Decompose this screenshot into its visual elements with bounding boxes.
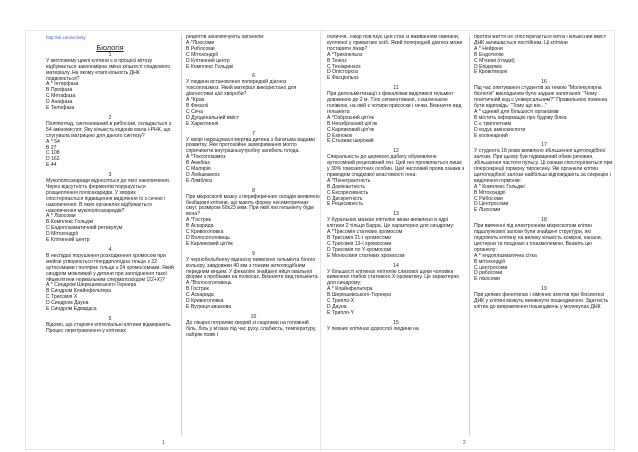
answer-option: В Амебіаз (186, 160, 210, 167)
answer-option: В Шерешевського-Тернера (327, 292, 391, 299)
answer-option: А * Інтерфаза (46, 81, 79, 88)
question-block (46, 116, 174, 169)
answer-option: А * Нейрони (474, 45, 503, 52)
question-block (46, 53, 174, 112)
answer-option: Е Синдром Едвардса (46, 306, 97, 313)
answer-option: D Центросоми (474, 201, 509, 208)
question-text: Під час опитування студентів за темою "Молекулярна біологія" викладачем було задане запитання: "Чому генетичний код є універсальним?" Правильною повинна бути відповідь: "Тому що він..." (474, 85, 608, 109)
page-2-right-column (469, 35, 614, 435)
answer-option: А *Трисомія статевих хромосом (327, 229, 403, 236)
answer-option: В Трисомія 21-ї хромосоми (327, 235, 392, 241)
answer-option: D Дауна (327, 303, 347, 310)
question-text: У буральних мазках епітелію жінки виявлено в ядрі клітини 2 тільця Барра. Це характерно для синдрому: (327, 217, 455, 230)
question-number: 1 (108, 51, 112, 58)
question-number: 16 (541, 79, 547, 86)
answer-option: С Аскарида (186, 292, 214, 299)
answer-option: Е Фасціольоз (327, 75, 359, 82)
answer-option: D Опісторхоз (327, 69, 358, 76)
answer-option: С Теніаринхоз (327, 63, 361, 70)
answer-option: Е Комплекс Гольджі (186, 63, 234, 70)
question-block (186, 189, 321, 248)
answer-option: D Мітохондрії (46, 231, 79, 238)
question-number: 11 (393, 85, 399, 92)
page-number: 1 (162, 440, 165, 446)
question-text: При мікроскопії мазку з периферичних складів виявлено безбарвні клітини, що мають форму несиметричних смуг, розміром 60х23 мкм. При якій лікі гельмінту буде вона? (186, 193, 320, 218)
answer-option: В містить інформацію про будову білка (474, 114, 567, 121)
question-number: 13 (393, 211, 399, 218)
question-number: 15 (393, 319, 399, 326)
question-number: 12 (393, 148, 399, 155)
question-block (46, 173, 174, 244)
question-number: 2 (108, 114, 112, 121)
answer-option: С центросоми (474, 264, 508, 271)
answer-option: А *Гострик (186, 217, 211, 224)
answer-option: Е Кровотворні (474, 69, 508, 76)
question-number: 14 (393, 262, 399, 269)
answer-option: В Гострик (186, 286, 209, 293)
answer-option: D Клітинний центр (186, 57, 230, 64)
question-number: 8 (252, 187, 255, 194)
question-text: Мукополісахариди відносяться до якої накопичення. Через відсутність ферментів порушується розщеплення полісахаридів. У хворих спостерігається підвищення виділення їх з сечею і накопичення. В яких органелах відбувається накопичення мукополісахаридів? (46, 178, 171, 214)
question-text: При вивченні під електронним мікроскопом клітин підшлункової залози були знайдені структури, які поділяють клітину на велику кількість комірок, канали, цистерни та поєднані з плазмолемою. Вкажіть цю органелу: (474, 223, 603, 253)
answer-option: С Метафаза (46, 93, 76, 100)
question-block (474, 287, 614, 311)
answer-option: Е Харкотиння (186, 120, 219, 127)
answer-option: D Трисомія по Y-хромосомі (327, 246, 392, 253)
answer-option: D Волосоголовець (186, 235, 230, 241)
question-text: У чернобольбнену відносну виявлено гельмінта білого кольору, завдовжки 40 мм з тонким ниткоподібним передним кінцем. У фекаліях знайдені яйця овальної форми з пробками на полюсах. Визначте вид гельмінта. (186, 256, 319, 281)
answer-option: А *Лізосоми (186, 39, 215, 46)
question-text: Спиральність до церевого дабату обумовлене аутосомний рецесивний ген. Цей ген проявляється лише у 30% гомозиготних особин. Цей числовий прояв ознаки з приводом спадкової властивості гена: (327, 154, 465, 178)
question-block (327, 212, 465, 259)
question-text: При дегельмінтизації з фекаліями виділився гельмінт довжиною до 2 м. Тіло сегментоване, з маленькою голівкою, на якій є чотири присоски і гачки. Визначте вид гельмінта (327, 91, 462, 115)
question-text: рецептів забезпечують органели: (186, 35, 265, 40)
question-number: 19 (541, 286, 547, 293)
answer-option: В Мітохондрії (474, 189, 506, 196)
question-text: Поліпептид, синтезований в рибосомі, складається з 54 амінокислот. Яку кількість кодонів мала і-РНК, що слугувала матрицею для даного синтезу? (46, 120, 172, 139)
answer-option: В мітохондрії (474, 258, 505, 265)
answer-option: В Аскарида (186, 223, 214, 230)
question-text: У житловому циклі клітини є в процесі мітозу відбувається закономірна зміна кількості спадкового матеріалу. На якому етапі кількість ДНК подвоюється? (46, 57, 171, 82)
question-block (46, 248, 174, 313)
question-block (186, 132, 321, 185)
question-number: 4 (108, 247, 112, 253)
question-text: протязі життя не спостерігається мітоз і кількісний вміст ДНК залишається постійним. Ці клітини (474, 35, 607, 46)
question-block (327, 321, 465, 333)
answer-option: А * Клайнфельтера (327, 286, 373, 293)
answer-option: С Сеча (186, 108, 203, 115)
question-block (186, 74, 321, 127)
answer-option: С Рибосоми (474, 195, 503, 202)
answer-option: Е Рецесивність (327, 201, 364, 208)
page-number: 2 (463, 440, 466, 446)
answer-option: С Малярія (186, 166, 211, 173)
answer-option: А *Трихінельоз (327, 51, 363, 58)
page-2-left-column (327, 35, 465, 435)
answer-option: А * ендоплазматична сітка (474, 252, 537, 259)
question-block (474, 218, 614, 283)
question-number: 7 (252, 130, 255, 137)
answer-option: D Дискретність (327, 195, 363, 202)
answer-option: Е колінеарний (474, 132, 508, 139)
answer-option: В 27 (46, 144, 57, 151)
answer-option: А * Синдром Шерешевського-Тернера (46, 282, 137, 289)
answer-option: D Дуоденальний вміст (186, 114, 240, 121)
question-block (327, 149, 465, 208)
answer-option: В Фекалії (186, 102, 209, 109)
question-block (327, 35, 465, 82)
answer-option: А * 54 (46, 138, 60, 145)
answer-option: А * Лізосоми (46, 213, 76, 220)
question-text: У більшості клітинах епітелію слизової щоки чоловіка виявлено глибок статевого Х-хроматину. Це характерно для синдрому: (327, 268, 460, 287)
question-text: У хворі нарощувася мертва дитина з багатьма вадами розвитку. Яке протозойне захворювання могло спричинити внутрішньоутробну загибель плода. (186, 136, 315, 155)
answer-option: В Синдром Клайнфельтера (46, 288, 111, 295)
answer-option: А *Токсоплазмоз (186, 154, 226, 161)
answer-option: С Трисомія X (46, 294, 78, 301)
page-1 (25, 30, 322, 450)
question-text: обличчя. Лікар пов'язує цей стан із вживанням свинини, купленої у приватних осіб. Який попередній діагноз може поставити лікар? (327, 35, 463, 52)
answer-option: С М'язові (гладкі) (474, 57, 515, 64)
question-text: У студента 18 років виявлено збільшення щитоподібної залози. При цьому був підвищений обмін речовин, збільшення частоти пульсу. Ці ознаки спостерігаються при гіперсекреції гормону тироксину. Які органели клітин щитоподібної залози найбільш відповідають за секрецію і виділення гормонів: (474, 148, 613, 184)
question-text: Відомо, що старіючі епітеліальні клітини відмирають. Процес перетравлення у клітинах (46, 321, 172, 334)
answer-option: С Експресивність (327, 189, 369, 196)
question-block (186, 252, 321, 311)
answer-option: D Епідерміс (474, 63, 503, 70)
question-number: 17 (541, 142, 547, 149)
question-number: 5 (108, 315, 112, 322)
source-link[interactable]: http://vk.com/ectivity (46, 35, 86, 40)
answer-option: С є триплетним (474, 120, 512, 127)
question-number: 6 (252, 73, 255, 80)
question-block (186, 35, 321, 70)
answer-option: С Мітохондрії (186, 51, 219, 58)
answer-option: С Трисомія 13-ї хромосоми (327, 240, 392, 247)
answer-option: D рибосоми (474, 270, 503, 277)
answer-option: D Синдром Дауна (46, 300, 89, 307)
question-text: У певних клітинах дорослої людини на (327, 325, 419, 332)
answer-option: Е Телофаза (46, 105, 75, 112)
answer-option: D Ехінокок (327, 132, 353, 139)
question-number: 9 (252, 250, 255, 257)
answer-option: D кодує амінокислоти (474, 126, 526, 133)
answer-option: А *Кров (186, 97, 205, 104)
answer-option: D Лейшманіоз (186, 171, 220, 178)
answer-option: С 108 (46, 150, 60, 157)
answer-option: Е 44 (46, 162, 57, 169)
question-number: 3 (108, 172, 112, 179)
answer-option: А *Пенетрантність (327, 177, 371, 184)
answer-option: D 162 (46, 156, 60, 163)
question-block (474, 80, 614, 139)
answer-option: Е Вугриця кишкова (186, 303, 232, 310)
question-text: До лікарні потрапив хворий зі скаргами на головний біль, біль у м'язах під час руху, слабкість, температуру, набряк повік і (186, 319, 317, 338)
question-block (46, 317, 174, 335)
answer-option: В Ендотелію (474, 51, 504, 58)
question-block (186, 315, 321, 339)
answer-option: В Теніоз (327, 57, 347, 64)
answer-option: С Кривоголовка (186, 229, 224, 236)
question-number: 18 (541, 217, 547, 224)
question-block (327, 264, 465, 317)
answer-option: Е Клітинний центр (46, 237, 90, 244)
answer-option: С Трипло-Х (327, 298, 355, 305)
question-block (474, 35, 614, 76)
answer-option: Е Лізосоми (474, 207, 501, 214)
answer-option: А *Волосоголовець (186, 280, 232, 287)
answer-option: D Кривоголовка (186, 298, 224, 305)
answer-option: D Анафаза (46, 99, 73, 106)
answer-option: Е Моносомія статевих хромосом (327, 252, 405, 259)
answer-option: С Карликовий ціп'як (327, 126, 375, 133)
answer-option: В Домінантність (327, 183, 366, 190)
answer-option: Е Трипло-Y (327, 309, 355, 316)
question-block (327, 86, 465, 145)
question-text: При деяких фенотипах і хімічних агентів при біосинтезі ДНК у клітині можуть виникнути пошкодження. Здатність клітин до виправлення пошкоджень у молекулах ДНК (474, 292, 609, 310)
document-title: Біологія (96, 42, 124, 52)
answer-option: В Профаза (46, 87, 73, 94)
answer-option: А * єдиний для більшості організмів (474, 108, 559, 115)
answer-option: Е Карликовий ціп'як (186, 240, 233, 247)
page-1-left-column (46, 35, 174, 435)
answer-option: В Комплекс Гольджі (46, 219, 94, 226)
answer-option: А * Комплекс Гольджі (474, 183, 525, 190)
page-2 (320, 30, 615, 450)
question-text: У людини встановлено попередній діагноз токсоплазмоз. Який матеріал використано для діагностики цієї хвороби? (186, 79, 297, 98)
page-1-right-column (181, 35, 321, 435)
answer-option: В Рибосоми (186, 45, 215, 52)
answer-option: А *Озброєний ціп'як (327, 114, 374, 121)
answer-option: Е Стьожак широкий (327, 138, 374, 145)
answer-option: Е лізосоми (474, 276, 500, 283)
question-block (474, 143, 614, 214)
question-number: 10 (250, 313, 257, 320)
answer-option: С Ендоплазматичний ретикулум (46, 225, 123, 232)
answer-option: Е Лямбліоз (186, 177, 213, 184)
question-text: В неспідах порушення розходження хромосом при мейозі утворюється гіпердиплоїдна тільце з 22 аутосомами і полярне тільце з 24 хромосомами. Який синдром можливий у дитини при запліднення такої яйцеклітини нормальним сперматозоїдом (22+X)? (46, 252, 174, 283)
answer-option: В Неозброєний ціп'як (327, 120, 378, 127)
